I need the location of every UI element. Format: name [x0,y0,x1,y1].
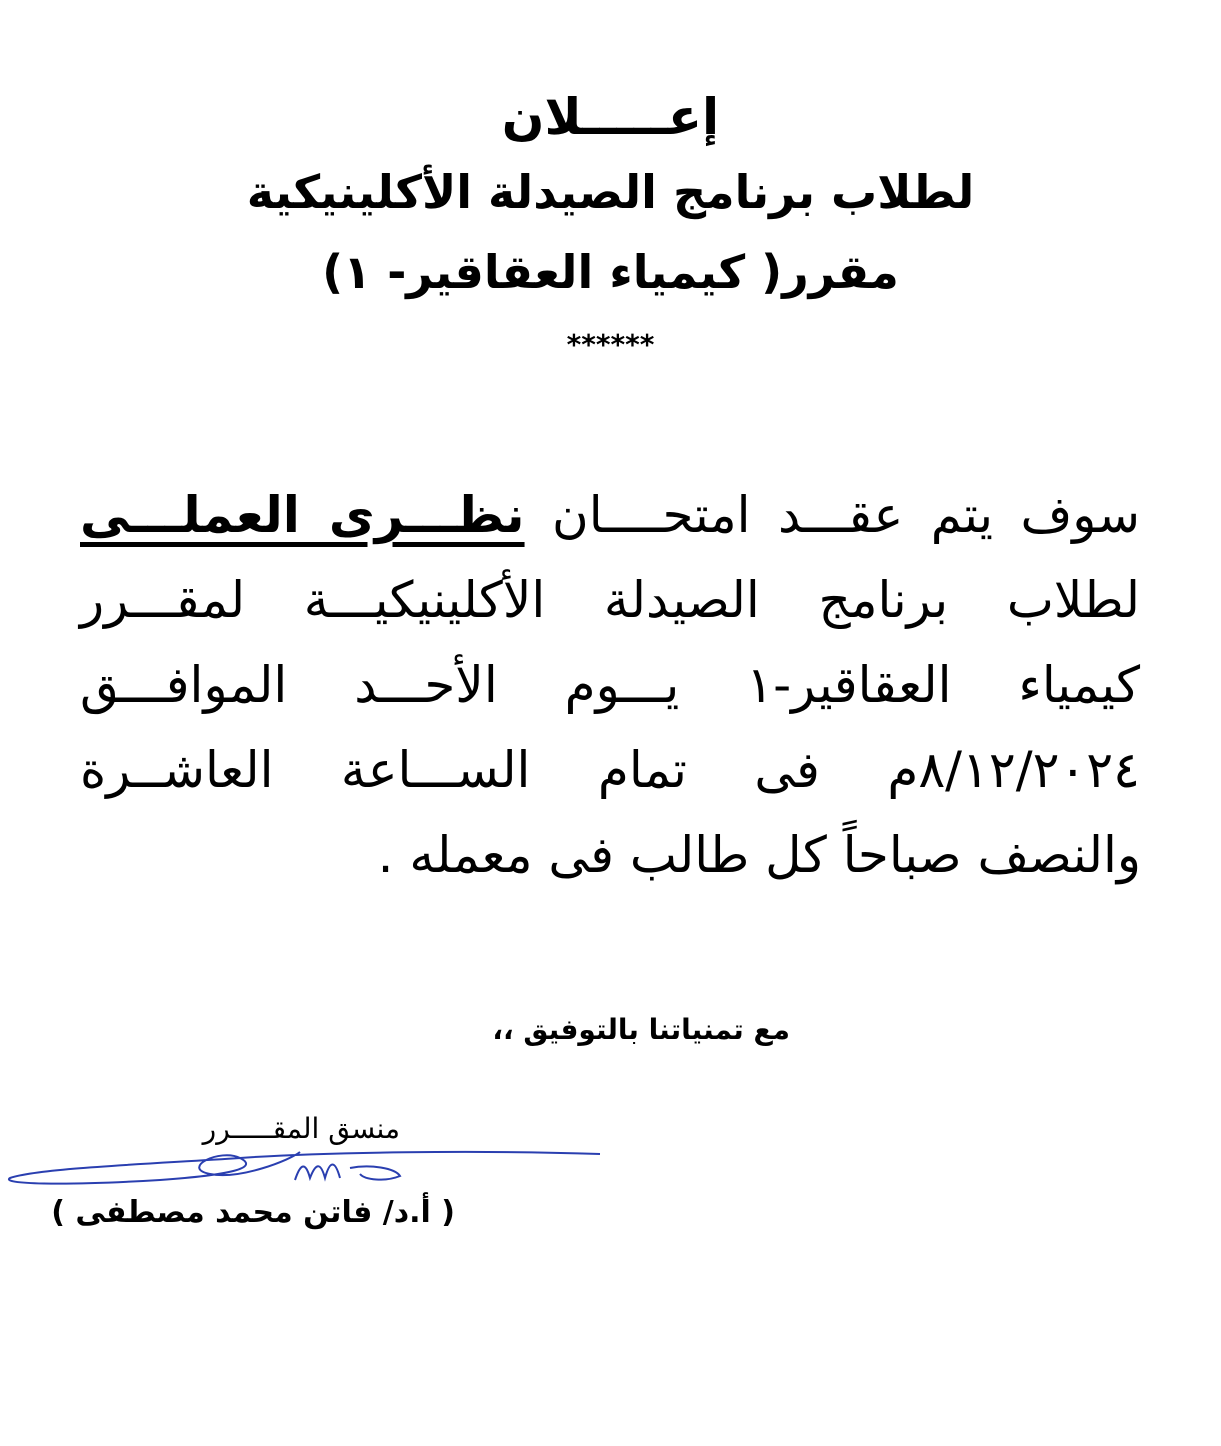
body-line-5: والنصف صباحاً كل طالب فى معمله . [377,826,1141,884]
separator-stars: ****** [566,328,655,361]
body-line-2: لطلاب برنامج الصيدلة الأكلينيكيـــة لمقـــرر [80,571,1140,629]
course-title: مقرر( كيمياء العقاقير- ١) [322,245,899,299]
signature-role: منسق المقـــــرر [202,1112,400,1145]
body-line-4: ٨/١٢/٢٠٢٤م فى تمام الســـاعة العاشــرة [80,741,1140,799]
exam-type-emphasis: نظـــرى العملـــى [80,486,525,544]
announcement-subtitle: لطلاب برنامج الصيدلة الأكلينيكية [246,165,975,219]
body-line-1 [80,480,1140,550]
body-line-1-text: سوف يتم عقـــد امتحــــان [524,486,1140,544]
announcement-title: إعـــــلان [501,88,720,146]
closing-wishes: مع تمنياتنا بالتوفيق ،، [492,1013,790,1046]
body-line-3: كيمياء العقاقير-١ يـــوم الأحـــد الموافـــق [80,656,1140,714]
signatory-name: ( أ.د/ فاتن محمد مصطفى ) [51,1195,455,1230]
